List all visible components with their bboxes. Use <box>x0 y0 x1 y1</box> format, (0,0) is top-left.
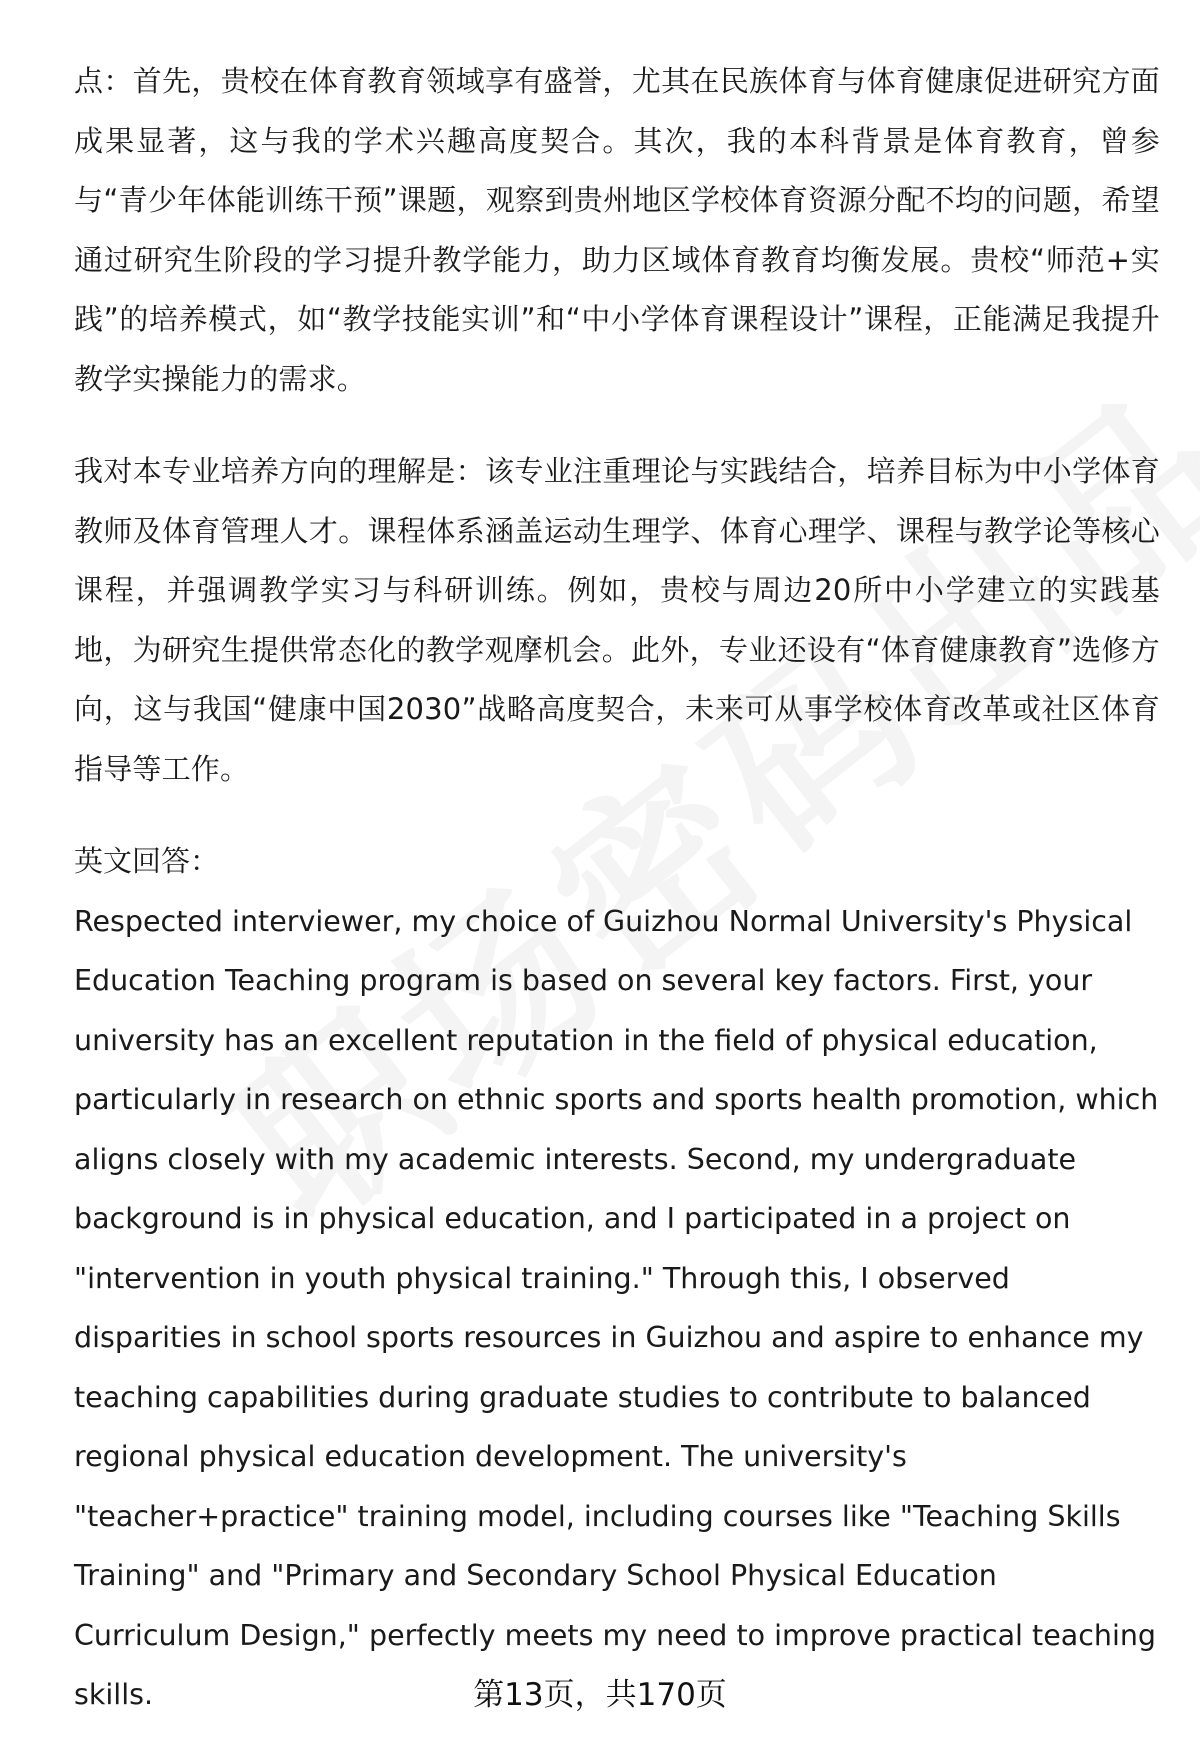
paragraph-cn-1: 点：首先，贵校在体育教育领域享有盛誉，尤其在民族体育与体育健康促进研究方面成果显著，这与我的学术兴趣高度契合。其次，我的本科背景是体育教育，曾参与“青少年体能训练干预”课题，观察到贵州地区学校体育资源分配不均的问题，希望通过研究生阶段的学习提升教学能力，助力区域体育教育均衡发展。贵校“师范+实践”的培养模式，如“教学技能实训”和“中小学体育课程设计”课程，正能满足我提升教学实操能力的需求。 <box>74 64 1160 396</box>
paragraph-en: Respected interviewer, my choice of Guizhou Normal University's Physical Education Teaching program is based on several key factors. First, your university has an excellent reputation in the field of physical education, particularly in research on ethnic sports and sports health promotion, which aligns closely with my academic interests. Second, my undergraduate background is in physical education, and I participated in a project on "intervention in youth physical training." Through this, I observed disparities in school sports resources in Guizhou and aspire to enhance my teaching capabilities during graduate studies to contribute to balanced regional physical education development. The university's "teacher+practice" training model, including courses like "Teaching Skills Training" and "Primary and Secondary School Physical Education Curriculum Design," perfectly meets my need to improve practical teaching skills. <box>74 904 1159 1711</box>
page-number: 第13页，共170页 <box>473 1677 727 1713</box>
document-body <box>74 52 1160 1725</box>
paragraph-cn-2: 我对本专业培养方向的理解是：该专业注重理论与实践结合，培养目标为中小学体育教师及体育管理人才。课程体系涵盖运动生理学、体育心理学、课程与教学论等核心课程，并强调教学实习与科研训练。例如，贵校与周边20所中小学建立的实践基地，为研究生提供常态化的教学观摩机会。此外，专业还设有“体育健康教育”选修方向，这与我国“健康中国2030”战略高度契合，未来可从事学校体育改革或社区体育指导等工作。 <box>74 454 1160 786</box>
english-answer-heading: 英文回答： <box>74 844 220 878</box>
